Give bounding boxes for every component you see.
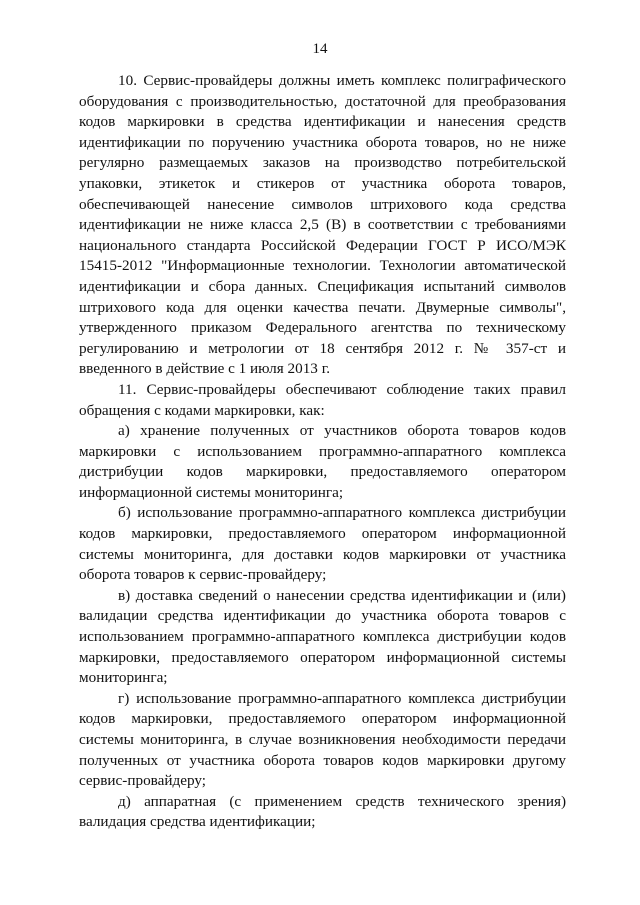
paragraph-11-d: д) аппаратная (с применением средств технического зрения) валидация средства идентификации; [79,792,566,831]
paragraph-11-v: в) доставка сведений о нанесении средства идентификации и (или) валидации средства идентификации до участника оборота товаров с использованием программно-аппаратного комплекса дистрибуции кодов маркировки, предоставляемого оператором информационной системы мониторинга; [79,586,566,687]
paragraph-11-b: б) использование программно-аппаратного комплекса дистрибуции кодов маркировки, предоставляемого оператором информационной системы мониторинга, для доставки кодов маркировки от участника оборота товаров к сервис-провайдеру; [79,504,566,584]
paragraph-11-a: а) хранение полученных от участников оборота товаров кодов маркировки с использованием программно-аппаратного комплекса дистрибуции кодов маркировки, предоставляемого оператором информационной системы мониторинга; [79,422,566,501]
paragraph-10: 10. Сервис-провайдеры должны иметь комплекс полиграфического оборудования с производительностью, достаточной для преобразования кодов маркировки в средства идентификации и нанесения средств идентификации по поручению участника оборота товаров, но не ниже регулярно размещаемых заказов на производство потребительской упаковки, этикеток и стикеров от участника оборота товаров, обеспечивающей нанесение символов штрихового кода средства идентификации не ниже класса 2,5 (В) в соответствии с требованиями национального стандарта Российской Федерации ГОСТ Р ИСО/МЭК 15415-2012 "Информационные технологии. Технологии автоматической идентификации и сбора данных. Спецификация испытаний символов штрихового кода для оценки качества печати. Двумерные символы", утвержденного приказом Федерального агентства по техническому регулированию и метрологии от 18 сентября 2012 г. № 357-ст и введенного в действие с 1 июля 2013 г. [79,72,566,378]
paragraph-11: 11. Сервис-провайдеры обеспечивают соблюдение таких правил обращения с кодами маркировки, как: [79,380,566,419]
paragraph-11-g: г) использование программно-аппаратного комплекса дистрибуции кодов маркировки, предоставляемого оператором информационной системы мониторинга, в случае возникновения необходимости передачи полученных от участника оборота товаров кодов маркировки другому сервис-провайдеру; [79,689,566,790]
document-body [79,71,566,833]
page-number: 14 [312,41,328,57]
